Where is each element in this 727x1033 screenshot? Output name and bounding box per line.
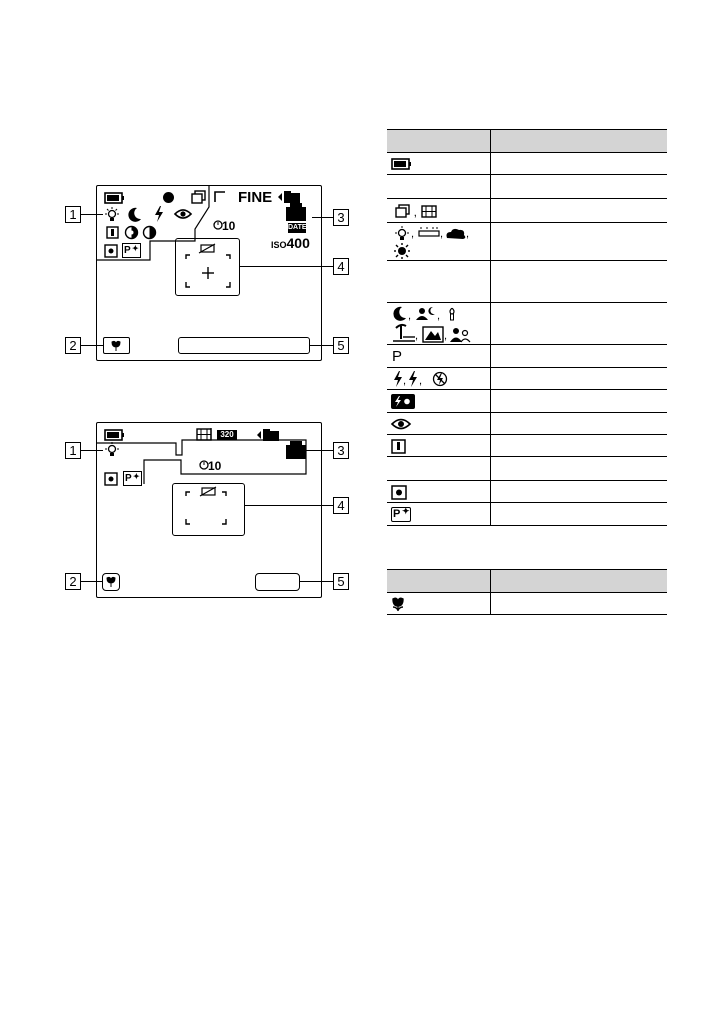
battery-icon [391,158,411,170]
quality-fine-label: FINE [238,189,273,206]
callout-5: 5 [333,337,349,354]
callout-4: 4 [333,258,349,275]
callout-5-movie: 5 [333,573,349,590]
table-row [387,345,667,368]
table-row [387,303,667,345]
table-row [387,223,667,261]
sharpness-icon [391,439,406,454]
table-row [387,413,667,435]
table-row [387,503,667,526]
spot-meter-icon [391,485,407,500]
frame-bracket-icon [214,191,226,203]
svg-text:,: , [408,310,412,322]
scene-mode-icon [393,306,483,343]
movie-mode-icon [421,205,437,218]
af-frame-icon [185,244,231,292]
table-row [387,593,667,615]
status-bar-box-movie [255,573,300,591]
callout-2: 2 [65,337,81,354]
header-display [387,570,490,593]
spot-meter-icon-movie [104,472,118,486]
legend-table-2 [387,569,667,615]
svg-text:,: , [419,375,423,387]
svg-text:,: , [411,228,415,240]
table-row [387,435,667,457]
svg-text:,: , [444,330,448,342]
macro-icon [109,340,123,352]
iso-value: 400 [286,235,310,251]
camera-mode-icon [285,202,307,222]
table-row [387,481,667,503]
table-row [387,261,667,303]
svg-text:,: , [415,330,419,342]
callout-5-line [310,345,333,346]
table-row [387,457,667,481]
callout-1: 1 [65,206,81,223]
flash-mode-icon [393,371,463,387]
svg-text:,: , [466,228,470,240]
self-timer-label-movie: 10 [208,459,222,473]
callout-4-movie: 4 [333,497,349,514]
picture-effect-icon: P ✦ [393,506,410,521]
table-row [387,368,667,390]
header-indication [490,130,667,153]
callout-5-movie-line [300,581,333,582]
callout-2-movie-line [81,581,102,582]
callout-3-movie-line [306,450,333,451]
red-eye-icon [391,417,411,431]
svg-text:,: , [437,310,441,322]
self-timer-label: 10 [222,219,236,233]
header-display [387,130,490,153]
table-row [387,390,667,413]
status-bar-box [178,337,310,354]
iso-indicator [271,235,310,253]
callout-3-movie: 3 [333,442,349,459]
callout-4-movie-line [245,505,333,506]
callout-1-movie-line [81,450,103,451]
table-row [387,175,667,199]
macro-icon-movie [105,576,117,588]
header-indication [490,570,667,593]
picture-effect-icon-movie: P ✦ [123,471,142,486]
picture-effect-icon: P ✦ [122,243,141,258]
callout-2-line [81,345,103,346]
table-header [387,570,667,593]
flash-charge-icon [391,394,415,409]
callout-1-line [81,214,103,215]
legend-table-1 [387,129,667,526]
callout-3-line [312,217,333,218]
picture-effect-letter: P [393,508,401,521]
program-letter: P [124,245,131,256]
callout-1-movie: 1 [65,442,81,459]
callout-2-movie: 2 [65,573,81,590]
program-letter-movie: P [125,473,132,484]
iso-prefix: ISO [271,240,287,250]
white-balance-icon [393,226,483,259]
image-size-icon: 320 [217,430,237,440]
program-icon: P [387,345,490,368]
table-row: , [387,199,667,223]
callout-4-line [240,266,333,267]
macro-icon [391,597,405,612]
svg-text:,: , [403,375,407,387]
svg-text:,: , [440,228,444,240]
table-header [387,130,667,153]
date-icon: DATE [288,224,307,231]
burst-icon [395,204,410,218]
callout-3: 3 [333,209,349,226]
table-row [387,153,667,175]
af-frame-icon-movie [185,487,231,531]
